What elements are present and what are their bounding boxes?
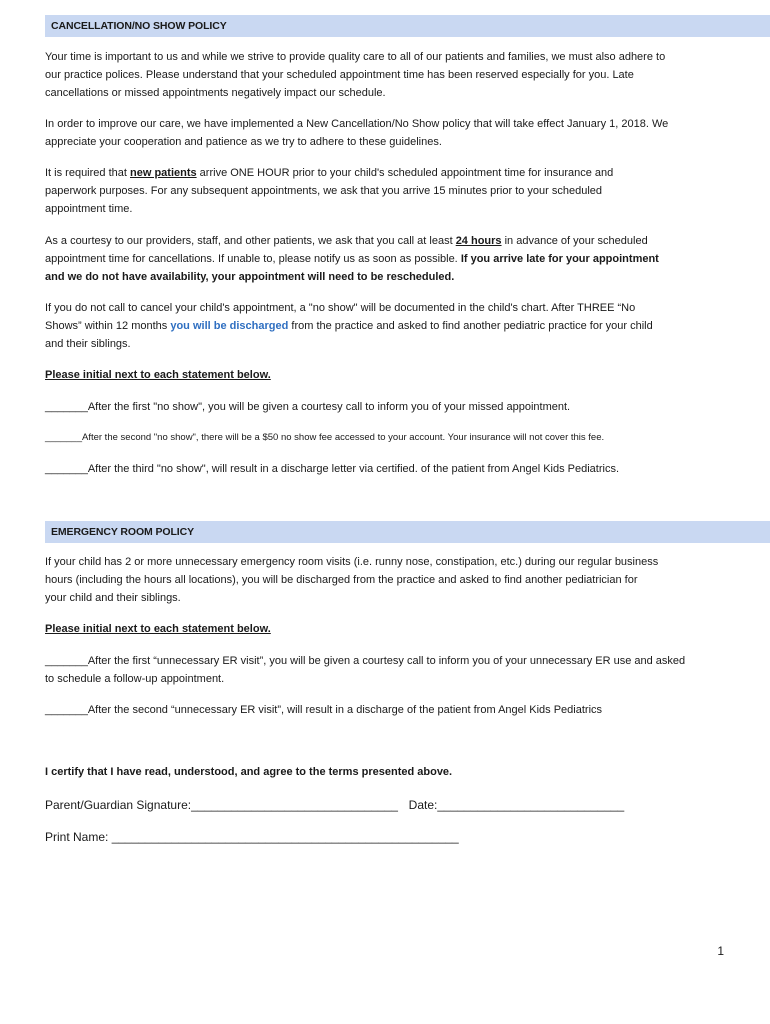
er-statement-first-line-2: to schedule a follow-up appointment. xyxy=(45,673,225,685)
courtesy-line-2-pre: appointment time for cancellations. If unable to, please notify us as soon as possible. xyxy=(45,253,461,265)
policy-effective-line-1: In order to improve our care, we have implemented a New Cancellation/No Show policy that will take effect January 1, 2018. We xyxy=(45,118,669,130)
new-patients-line-1 xyxy=(45,164,735,182)
signature-label: Parent/Guardian Signature: xyxy=(45,798,192,812)
courtesy-post: in advance of your scheduled xyxy=(501,235,648,247)
new-patients-line-2: paperwork purposes. For any subsequent appointments, we ask that you arrive 15 minutes prior to your scheduled xyxy=(45,185,603,197)
initial-heading-cancellation: Please initial next to each statement below. xyxy=(45,369,271,381)
new-patients-emphasis: new patients xyxy=(130,167,197,179)
print-name-row xyxy=(45,828,735,846)
new-patients-line-3: appointment time. xyxy=(45,203,133,215)
statement-first-no-show: _______After the first "no show", you will be given a courtesy call to inform you of your missed appointment. xyxy=(45,401,571,413)
courtesy-line-2 xyxy=(45,250,735,268)
date-label: Date: xyxy=(408,798,438,812)
no-show-line-2-post: from the practice and asked to find another pediatric practice for your child xyxy=(288,320,653,332)
new-patients-post: arrive ONE HOUR prior to your child's scheduled appointment time for insurance and xyxy=(196,167,614,179)
er-statement-first-line-1: _______After the first “unnecessary ER visit”, you will be given a courtesy call to inform you of your unnecessary ER use and asked xyxy=(45,655,686,667)
statement-second-no-show: _______After the second "no show", there will be a $50 no show fee accessed to your account. Your insurance will not cover this fee. xyxy=(45,432,605,443)
cancellation-intro-line-2: our practice polices. Please understand that your scheduled appointment time has been reserved especially for you. Late xyxy=(45,69,634,81)
er-intro-line-2: hours (including the hours all locations), you will be discharged from the practice and asked to find another pediatrician for xyxy=(45,574,638,586)
initial-heading-er: Please initial next to each statement below. xyxy=(45,623,271,635)
er-statement-second: _______After the second “unnecessary ER visit”, will result in a discharge of the patient from Angel Kids Pediatrics xyxy=(45,704,603,716)
cancellation-intro-line-1: Your time is important to us and while we strive to provide quality care to all of our patients and families, we must also adhere to xyxy=(45,51,666,63)
print-name-field[interactable]: ____________________________________________________ xyxy=(111,830,459,844)
statement-third-no-show: _______After the third "no show", will result in a discharge letter via certified. of the patient from Angel Kids Pediatrics. xyxy=(45,463,619,475)
er-intro-line-3: your child and their siblings. xyxy=(45,592,181,604)
er-intro-line-1: If your child has 2 or more unnecessary emergency room visits (i.e. runny nose, constipation, etc.) during our regular business xyxy=(45,556,659,568)
signature-field[interactable]: _______________________________ xyxy=(191,798,398,812)
no-show-line-2-pre: Shows” within 12 months xyxy=(45,320,171,332)
discharged-emphasis: you will be discharged xyxy=(170,320,289,332)
emergency-room-policy-header: EMERGENCY ROOM POLICY xyxy=(45,521,770,543)
cancellation-policy-header: CANCELLATION/NO SHOW POLICY xyxy=(45,15,770,37)
signature-row xyxy=(45,796,735,814)
no-show-line-3: and their siblings. xyxy=(45,338,131,350)
cancellation-intro-line-3: cancellations or missed appointments negatively impact our schedule. xyxy=(45,87,386,99)
new-patients-pre: It is required that xyxy=(45,167,130,179)
no-show-line-1: If you do not call to cancel your child's appointment, a "no show" will be documented in the child's chart. After THREE “No xyxy=(45,302,636,314)
no-show-line-2 xyxy=(45,317,735,335)
certification-statement: I certify that I have read, understood, and agree to the terms presented above. xyxy=(45,766,453,778)
courtesy-24-hours: 24 hours xyxy=(455,235,502,247)
page-number: 1 xyxy=(717,944,724,958)
courtesy-line-3: and we do not have availability, your appointment will need to be rescheduled. xyxy=(45,271,455,283)
courtesy-pre: As a courtesy to our providers, staff, and other patients, we ask that you call at least xyxy=(45,235,456,247)
courtesy-line-1 xyxy=(45,232,735,250)
policy-effective-line-2: appreciate your cooperation and patience as we try to adhere to these guidelines. xyxy=(45,136,442,148)
late-arrival-bold: If you arrive late for your appointment xyxy=(460,253,659,265)
print-name-label: Print Name: xyxy=(45,830,112,844)
date-field[interactable]: ____________________________ xyxy=(437,798,625,812)
